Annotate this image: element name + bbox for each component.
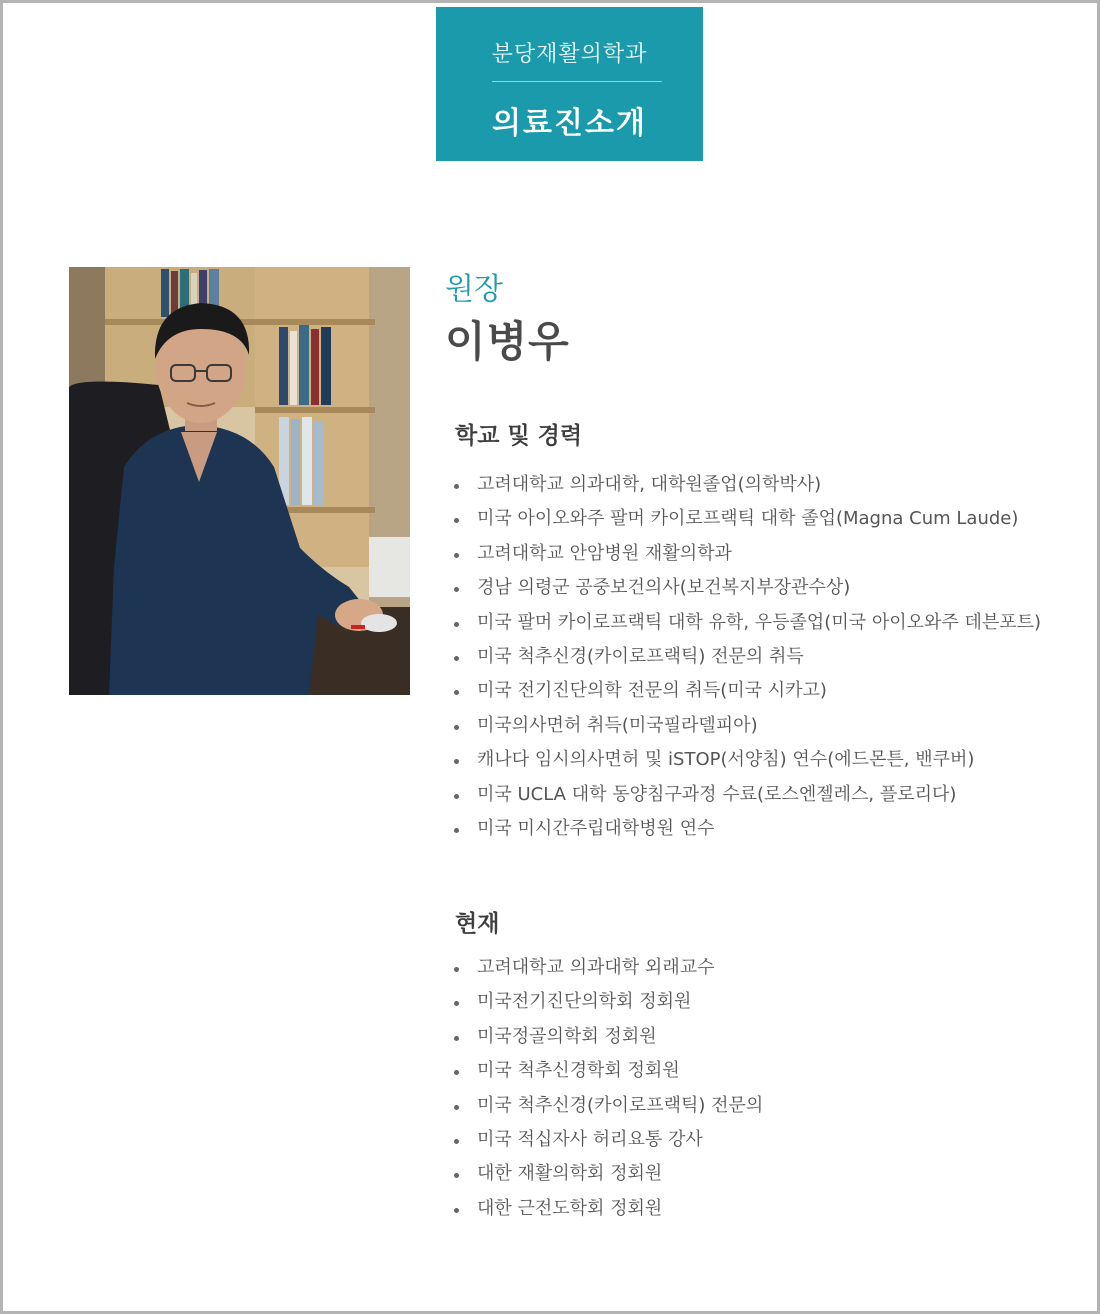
education-list: [451, 468, 1041, 846]
page-title: 의료진소개: [492, 106, 647, 141]
list-item: 미국 UCLA 대학 동양침구과정 수료(로스엔젤레스, 플로리다): [451, 778, 1041, 812]
banner-divider: [492, 81, 662, 82]
doctor-role: 원장: [445, 272, 503, 307]
list-item: 미국 아이오와주 팔머 카이로프랙틱 대학 졸업(Magna Cum Laude): [451, 502, 1041, 536]
list-item: 미국 팔머 카이로프랙틱 대학 유학, 우등졸업(미국 아이오와주 데븐포트): [451, 606, 1041, 640]
list-item: 미국 전기진단의학 전문의 취득(미국 시카고): [451, 674, 1041, 708]
header-banner: [436, 7, 703, 161]
list-item: 고려대학교 안암병원 재활의학과: [451, 537, 1041, 571]
clinic-name: 분당재활의학과: [491, 42, 648, 67]
list-item: 미국 척추신경(카이로프랙틱) 전문의: [451, 1089, 763, 1123]
list-item: 미국 적십자사 허리요통 강사: [451, 1123, 763, 1157]
list-item: 고려대학교 의과대학 외래교수: [451, 951, 763, 985]
list-item: 미국전기진단의학회 정회원: [451, 985, 763, 1019]
list-item: 미국 척추신경(카이로프랙틱) 전문의 취득: [451, 640, 1041, 674]
doctor-photo-illustration: [69, 267, 410, 695]
current-list: [451, 951, 763, 1226]
doctor-photo: [69, 267, 410, 695]
list-item: 대한 재활의학회 정회원: [451, 1157, 763, 1191]
list-item: 고려대학교 의과대학, 대학원졸업(의학박사): [451, 468, 1041, 502]
list-item: 미국 척추신경학회 정회원: [451, 1054, 763, 1088]
doctor-name: 이병우: [445, 317, 570, 366]
current-section-title: 현재: [455, 911, 500, 937]
list-item: 캐나다 임시의사면허 및 iSTOP(서양침) 연수(에드몬튼, 밴쿠버): [451, 743, 1041, 777]
list-item: 대한 근전도학회 정회원: [451, 1192, 763, 1226]
education-section-title: 학교 및 경력: [455, 423, 583, 449]
list-item: 미국의사면허 취득(미국필라델피아): [451, 709, 1041, 743]
list-item: 미국 미시간주립대학병원 연수: [451, 812, 1041, 846]
list-item: 경남 의령군 공중보건의사(보건복지부장관수상): [451, 571, 1041, 605]
list-item: 미국정골의학회 정회원: [451, 1020, 763, 1054]
